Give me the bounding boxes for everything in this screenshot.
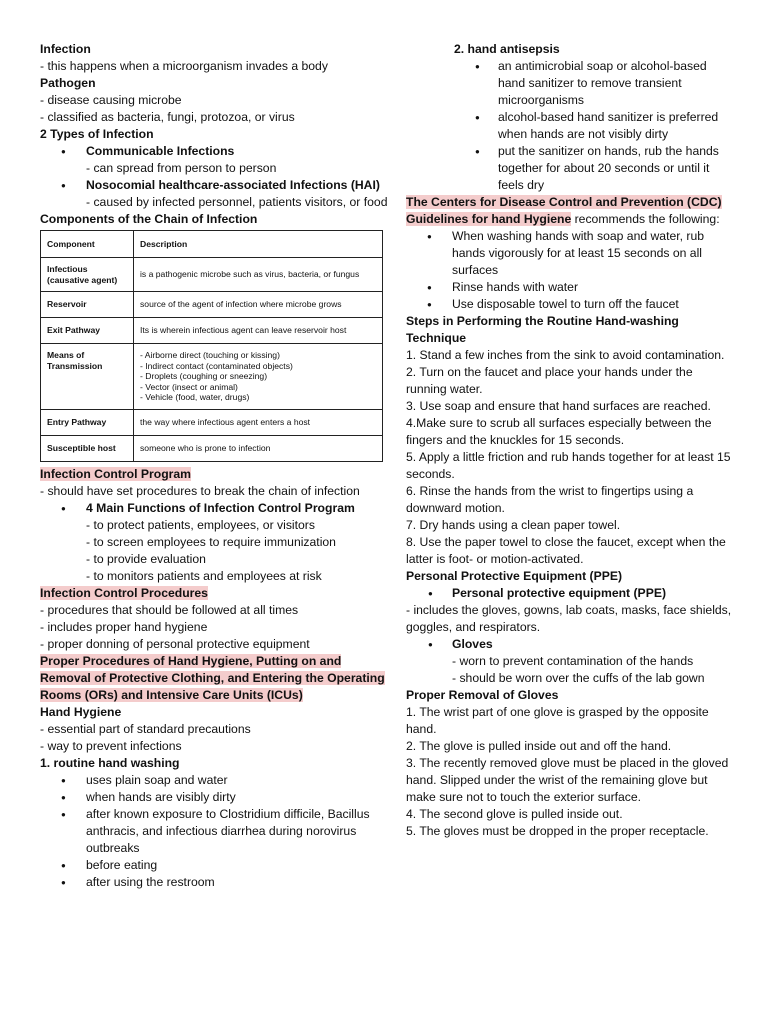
heading-hand-hygiene: Hand Hygiene bbox=[40, 705, 122, 719]
heading-proc-wrap bbox=[40, 585, 390, 602]
table-cell-component: Exit Pathway bbox=[41, 318, 134, 344]
heading-routine-hand-washing: 1. routine hand washing bbox=[40, 756, 180, 770]
step-item: 6. Rinse the hands from the wrist to fingertips using a downward motion. bbox=[406, 484, 694, 515]
transmission-line: - Droplets (coughing or sneezing) bbox=[140, 371, 268, 382]
type2-description: - caused by infected personnel, patients visitors, or food bbox=[86, 195, 388, 209]
infection-types-list-2 bbox=[40, 177, 390, 194]
antisepsis-list bbox=[406, 58, 734, 194]
left-column bbox=[40, 41, 390, 891]
list-item: ● alcohol-based hand sanitizer is preferred when hands are not visibly dirty bbox=[406, 109, 734, 143]
routine-list bbox=[40, 772, 390, 891]
hand-hygiene-item: - essential part of standard precautions bbox=[40, 722, 251, 736]
table-cell-component: Means of Transmission bbox=[41, 344, 134, 410]
table-cell-description: is a pathogenic microbe such as virus, bacteria, or fungus bbox=[134, 258, 383, 292]
table-cell-description: Its is wherein infectious agent can leave reservoir host bbox=[134, 318, 383, 344]
list-item: ● put the sanitizer on hands, rub the hands together for about 20 seconds or until it feels dry bbox=[406, 143, 734, 194]
heading-glove-removal: Proper Removal of Gloves bbox=[406, 688, 559, 702]
icp-description: - should have set procedures to break the chain of infection bbox=[40, 484, 360, 498]
removal-step: 5. The gloves must be dropped in the proper receptacle. bbox=[406, 824, 709, 838]
transmission-line: - Vehicle (food, water, drugs) bbox=[140, 392, 250, 403]
table-cell-component: Entry Pathway bbox=[41, 410, 134, 436]
step-item: 8. Use the paper towel to close the faucet, except when the latter is foot- or motion-activated. bbox=[406, 535, 726, 566]
icp-function: - to provide evaluation bbox=[86, 552, 206, 566]
heading-proper-procedures: Proper Procedures of Hand Hygiene, Putting on and Removal of Protective Clothing, and Entering the Operating Rooms (ORs) and Intensive Care Units (ICUs) bbox=[40, 654, 385, 702]
infection-definition: - this happens when a microorganism invades a body bbox=[40, 59, 328, 73]
table-header-cell: Description bbox=[134, 231, 383, 258]
heading-infection-control-procedures: Infection Control Procedures bbox=[40, 586, 208, 600]
heading-infection: Infection bbox=[40, 42, 91, 56]
table-cell-description: the way where infectious agent enters a host bbox=[134, 410, 383, 436]
table-row bbox=[41, 410, 383, 436]
step-item: 3. Use soap and ensure that hand surfaces are reached. bbox=[406, 399, 711, 413]
step-item: 5. Apply a little friction and rub hands together for at least 15 seconds. bbox=[406, 450, 731, 481]
table-row bbox=[41, 344, 383, 410]
list-item: ● before eating bbox=[40, 857, 390, 874]
heading-proper-wrap bbox=[40, 653, 390, 704]
table-row bbox=[41, 292, 383, 318]
table-header-row bbox=[41, 231, 383, 258]
removal-step: 2. The glove is pulled inside out and off the hand. bbox=[406, 739, 672, 753]
table-cell-component: Infectious (causative agent) bbox=[41, 258, 134, 292]
heading-handwashing-steps: Steps in Performing the Routine Hand-washing Technique bbox=[406, 314, 679, 345]
list-item: ● Use disposable towel to turn off the faucet bbox=[406, 296, 734, 313]
gloves-item: - should be worn over the cuffs of the lab gown bbox=[452, 671, 705, 685]
heading-chain-of-infection: Components of the Chain of Infection bbox=[40, 212, 258, 226]
table-header-cell: Component bbox=[41, 231, 134, 258]
heading-ppe: Personal Protective Equipment (PPE) bbox=[406, 569, 623, 583]
infection-types-list bbox=[40, 143, 390, 160]
list-item: ● Gloves bbox=[406, 636, 734, 653]
table-cell-description: source of the agent of infection where microbe grows bbox=[134, 292, 383, 318]
list-item: ● when hands are visibly dirty bbox=[40, 789, 390, 806]
list-item: ● 4 Main Functions of Infection Control Program bbox=[40, 500, 390, 517]
list-item: ● Communicable Infections bbox=[40, 143, 390, 160]
procedure-item: - proper donning of personal protective equipment bbox=[40, 637, 310, 651]
cdc-list bbox=[406, 228, 734, 313]
table-row bbox=[41, 258, 383, 292]
table-cell-component: Reservoir bbox=[41, 292, 134, 318]
pathogen-classification: - classified as bacteria, fungi, protozoa, or virus bbox=[40, 110, 295, 124]
icp-function: - to monitors patients and employees at risk bbox=[86, 569, 322, 583]
procedure-item: - procedures that should be followed at all times bbox=[40, 603, 299, 617]
list-item: ● after using the restroom bbox=[40, 874, 390, 891]
heading-pathogen: Pathogen bbox=[40, 76, 96, 90]
right-column bbox=[406, 41, 734, 840]
list-item: ● after known exposure to Clostridium difficile, Bacillus anthracis, and infectious diarrhea during norovirus outbreaks bbox=[40, 806, 390, 857]
step-item: 2. Turn on the faucet and place your hands under the running water. bbox=[406, 365, 693, 396]
heading-icp-wrap bbox=[40, 466, 390, 483]
removal-step: 1. The wrist part of one glove is grasped by the opposite hand. bbox=[406, 705, 709, 736]
cdc-paragraph bbox=[406, 194, 734, 228]
table-row bbox=[41, 436, 383, 462]
gloves-item: - worn to prevent contamination of the hands bbox=[452, 654, 694, 668]
list-item: ● Rinse hands with water bbox=[406, 279, 734, 296]
step-item: 7. Dry hands using a clean paper towel. bbox=[406, 518, 621, 532]
list-item: ● an antimicrobial soap or alcohol-based hand sanitizer to remove transient microorganisms bbox=[406, 58, 734, 109]
transmission-line: - Vector (insect or animal) bbox=[140, 381, 238, 392]
transmission-line: - Indirect contact (contaminated objects) bbox=[140, 360, 293, 371]
heading-infection-control-program: Infection Control Program bbox=[40, 467, 191, 481]
ppe-list bbox=[406, 585, 734, 602]
step-item: 1. Stand a few inches from the sink to avoid contamination. bbox=[406, 348, 725, 362]
table-cell-component: Susceptible host bbox=[41, 436, 134, 462]
icp-functions-list bbox=[40, 500, 390, 517]
icp-function: - to screen employees to require immunization bbox=[86, 535, 336, 549]
table-cell-description bbox=[134, 344, 383, 410]
type1-description: - can spread from person to person bbox=[86, 161, 277, 175]
icp-function: - to protect patients, employees, or visitors bbox=[86, 518, 315, 532]
table-row bbox=[41, 318, 383, 344]
list-item: ● uses plain soap and water bbox=[40, 772, 390, 789]
procedure-item: - includes proper hand hygiene bbox=[40, 620, 208, 634]
removal-step: 3. The recently removed glove must be placed in the gloved hand. Slipped under the wrist of the remaining glove but make sure not to touch the exterior surface. bbox=[406, 756, 729, 804]
heading-cdc-guidelines: The Centers for Disease Control and Prevention (CDC) Guidelines for hand Hygiene bbox=[406, 195, 722, 226]
chain-of-infection-table bbox=[40, 230, 383, 462]
removal-step: 4. The second glove is pulled inside out. bbox=[406, 807, 623, 821]
pathogen-definition: - disease causing microbe bbox=[40, 93, 182, 107]
list-item: ● Personal protective equipment (PPE) bbox=[406, 585, 734, 602]
step-item: 4.Make sure to scrub all surfaces especially between the fingers and the knuckles for 15 seconds. bbox=[406, 416, 712, 447]
table-cell-description: someone who is prone to infection bbox=[134, 436, 383, 462]
list-item: ● When washing hands with soap and water, rub hands vigorously for at least 15 seconds on all surfaces bbox=[406, 228, 734, 279]
hand-hygiene-item: - way to prevent infections bbox=[40, 739, 182, 753]
heading-types-of-infection: 2 Types of Infection bbox=[40, 127, 154, 141]
list-item: ● Nosocomial healthcare-associated Infections (HAI) bbox=[40, 177, 390, 194]
gloves-list bbox=[406, 636, 734, 653]
cdc-tail: recommends the following: bbox=[571, 212, 720, 226]
transmission-line: - Airborne direct (touching or kissing) bbox=[140, 350, 280, 361]
heading-hand-antisepsis: 2. hand antisepsis bbox=[454, 42, 560, 56]
ppe-description: - includes the gloves, gowns, lab coats, masks, face shields, goggles, and respirators. bbox=[406, 603, 732, 634]
